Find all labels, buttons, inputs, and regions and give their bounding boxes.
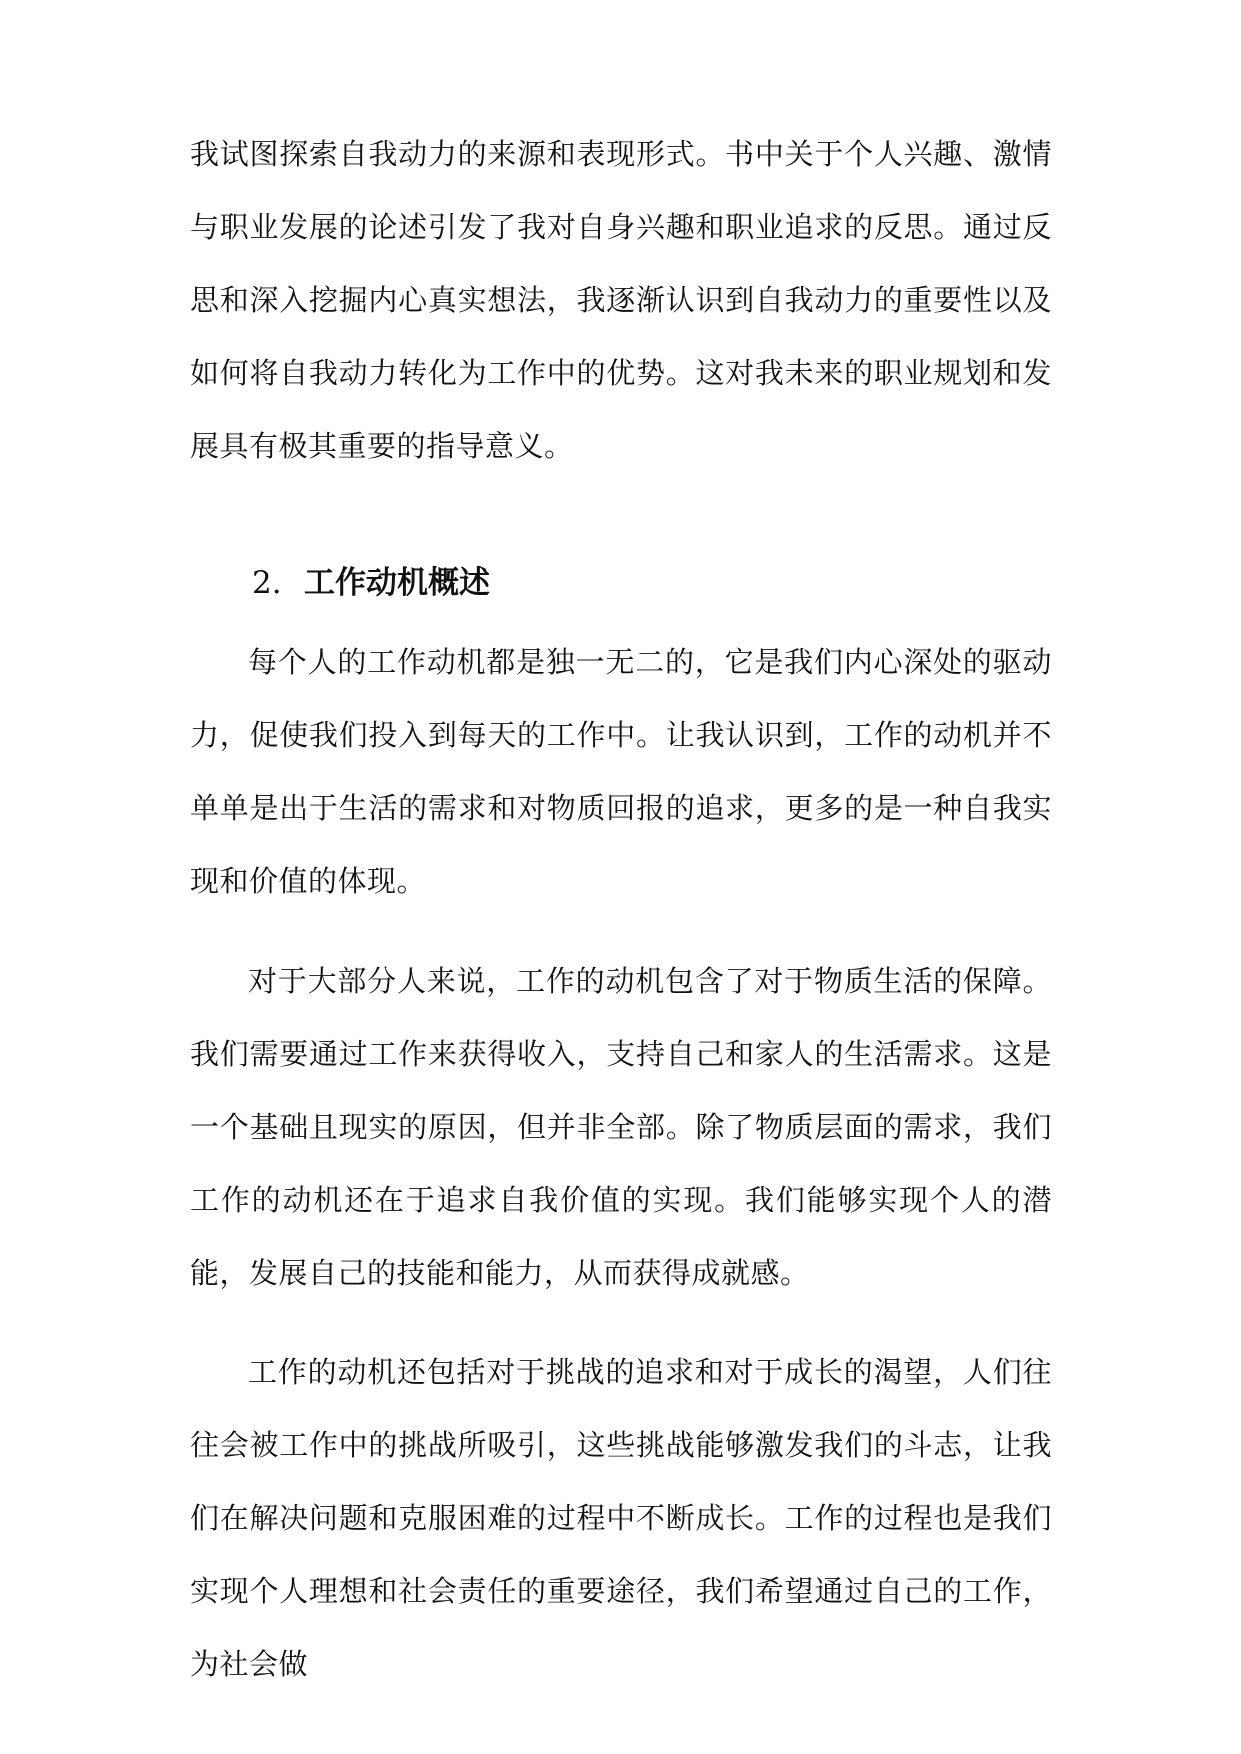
paragraph-intro: 我试图探索自我动力的来源和表现形式。书中关于个人兴趣、激情与职业发展的论述引发了我对自身兴趣和职业追求的反思。通过反思和深入挖掘内心真实想法，我逐渐认识到自我动力的重要性以及如何将自我动力转化为工作中的优势。这对我未来的职业规划和发展具有极其重要的指导意义。 (190, 137, 1052, 463)
paragraph-work-motivation-3: 工作的动机还包括对于挑战的追求和对于成长的渴望，人们往往会被工作中的挑战所吸引，这些挑战能够激发我们的斗志，让我们在解决问题和克服困难的过程中不断成长。工作的过程也是我们实现个人理想和社会责任的重要途径，我们希望通过自己的工作，为社会做 (190, 1355, 1052, 1681)
paragraph-work-motivation-1: 每个人的工作动机都是独一无二的，它是我们内心深处的驱动力，促使我们投入到每天的工作中。让我认识到，工作的动机并不单单是出于生活的需求和对物质回报的追求，更多的是一种自我实现和价值的体现。 (190, 645, 1052, 898)
section-number: 2. (252, 565, 282, 601)
paragraph-work-motivation-2: 对于大部分人来说，工作的动机包含了对于物质生活的保障。我们需要通过工作来获得收入，支持自己和家人的生活需求。这是一个基础且现实的原因，但并非全部。除了物质层面的需求，我们工作的动机还在于追求自我价值的实现。我们能够实现个人的潜能，发展自己的技能和能力，从而获得成就感。 (190, 964, 1052, 1290)
section-title: 工作动机概述 (304, 565, 490, 601)
section-heading (252, 553, 490, 613)
